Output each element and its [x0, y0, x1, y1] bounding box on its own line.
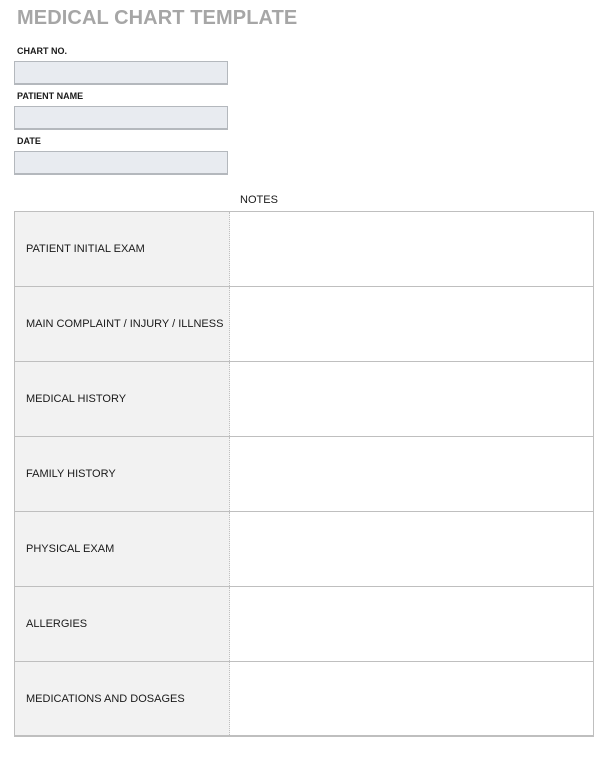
- row-label: MAIN COMPLAINT / INJURY / ILLNESS: [15, 287, 230, 361]
- table-row-family-history: [15, 437, 593, 512]
- table-row-main-complaint: [15, 287, 593, 362]
- table-row-patient-initial-exam: [15, 212, 593, 287]
- notes-cell-family-history[interactable]: [230, 437, 593, 511]
- date-label: DATE: [17, 136, 41, 146]
- notes-cell-medical-history[interactable]: [230, 362, 593, 436]
- patient-name-input[interactable]: [14, 106, 228, 130]
- table-row-physical-exam: [15, 512, 593, 587]
- medical-chart-table: [14, 211, 594, 737]
- date-input[interactable]: [14, 151, 228, 175]
- notes-cell-allergies[interactable]: [230, 587, 593, 661]
- row-label: MEDICATIONS AND DOSAGES: [15, 662, 230, 735]
- table-row-allergies: [15, 587, 593, 662]
- row-label: PHYSICAL EXAM: [15, 512, 230, 586]
- patient-name-label: PATIENT NAME: [17, 91, 84, 101]
- chart-no-label: CHART NO.: [17, 46, 67, 56]
- page-title: MEDICAL CHART TEMPLATE: [17, 7, 298, 29]
- notes-cell-medications[interactable]: [230, 662, 593, 735]
- notes-cell-main-complaint[interactable]: [230, 287, 593, 361]
- notes-cell-physical-exam[interactable]: [230, 512, 593, 586]
- row-label: ALLERGIES: [15, 587, 230, 661]
- row-label: PATIENT INITIAL EXAM: [15, 212, 230, 286]
- notes-column-header: NOTES: [240, 194, 278, 206]
- row-label: FAMILY HISTORY: [15, 437, 230, 511]
- table-row-medications: [15, 662, 593, 735]
- row-label: MEDICAL HISTORY: [15, 362, 230, 436]
- table-row-medical-history: [15, 362, 593, 437]
- notes-cell-patient-initial-exam[interactable]: [230, 212, 593, 286]
- chart-no-input[interactable]: [14, 61, 228, 85]
